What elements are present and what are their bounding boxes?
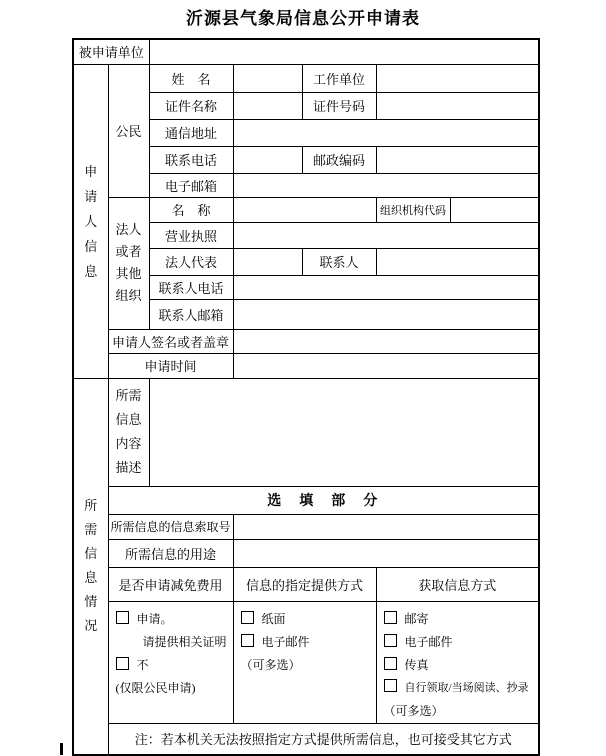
applied-unit-label: 被申请单位 <box>73 39 149 64</box>
apply-time-label: 申请时间 <box>108 353 233 378</box>
retrieval-no-label: 所需信息的信息索取号 <box>108 514 233 539</box>
cert-no-field[interactable] <box>376 92 539 119</box>
checkbox-paper[interactable] <box>241 611 254 624</box>
fee-apply-note: 请提供相关证明 <box>142 634 227 649</box>
contact-label: 联系人 <box>302 248 376 275</box>
provide-multi-note: （可多选） <box>240 657 301 672</box>
contact-field[interactable] <box>376 248 539 275</box>
work-unit-label: 工作单位 <box>302 64 376 92</box>
checkbox-obtain-email[interactable] <box>384 634 397 647</box>
signature-label: 申请人签名或者盖章 <box>108 329 233 353</box>
text-cursor-artifact <box>60 743 63 755</box>
postcode-field[interactable] <box>376 146 539 173</box>
checkbox-provide-email[interactable] <box>241 634 254 647</box>
obtain-option-fax <box>384 654 535 677</box>
cert-name-label: 证件名称 <box>149 92 233 119</box>
applied-unit-field[interactable] <box>149 39 539 64</box>
citizen-group-label: 公民 <box>108 64 149 197</box>
checkbox-mail[interactable] <box>384 611 397 624</box>
usage-label: 所需信息的用途 <box>108 539 233 567</box>
citizen-name-label: 姓 名 <box>149 64 233 92</box>
provide-option-paper <box>241 608 372 631</box>
contact-email-field[interactable] <box>233 299 539 329</box>
org-name-field[interactable] <box>233 197 376 222</box>
provide-options-cell <box>233 601 376 723</box>
provide-column-header: 信息的指定提供方式 <box>233 567 376 601</box>
checkbox-apply[interactable] <box>116 611 129 624</box>
license-field[interactable] <box>233 222 539 248</box>
organization-group-text: 法人或者其他组织 <box>115 222 142 303</box>
contact-email-label: 联系人邮箱 <box>149 299 233 329</box>
obtain-option-self <box>384 677 535 700</box>
info-section-label <box>73 378 108 755</box>
address-label: 通信地址 <box>149 119 233 146</box>
postcode-label: 邮政编码 <box>302 146 376 173</box>
legal-rep-label: 法人代表 <box>149 248 233 275</box>
obtain-multi-note: （可多选） <box>383 703 444 718</box>
retrieval-no-field[interactable] <box>233 514 539 539</box>
checkbox-fax[interactable] <box>384 657 397 670</box>
provide-option-email-label: 电子邮件 <box>261 634 310 649</box>
provide-option-email <box>241 631 372 654</box>
email-label: 电子邮箱 <box>149 173 233 197</box>
info-desc-field[interactable] <box>149 378 539 486</box>
application-form-table <box>72 38 540 756</box>
checkbox-no[interactable] <box>116 657 129 670</box>
obtain-option-email-label: 电子邮件 <box>404 634 453 649</box>
optional-part-header: 选 填 部 分 <box>108 486 539 514</box>
org-name-label: 名 称 <box>149 197 233 222</box>
obtain-option-mail <box>384 608 535 631</box>
usage-field[interactable] <box>233 539 539 567</box>
org-code-label: 组织机构代码 <box>376 197 450 222</box>
obtain-option-mail-label: 邮寄 <box>404 611 429 626</box>
fee-option-no-label: 不 <box>136 657 149 672</box>
info-desc-label <box>108 378 149 486</box>
fee-restriction-note: (仅限公民申请) <box>115 680 196 695</box>
fee-option-no <box>116 654 229 677</box>
provide-option-paper-label: 纸面 <box>261 611 286 626</box>
checkbox-self-pickup[interactable] <box>384 679 397 692</box>
address-field[interactable] <box>233 119 539 146</box>
info-desc-text: 所需信息内容描述 <box>115 388 142 475</box>
org-code-field[interactable] <box>450 197 539 222</box>
email-field[interactable] <box>233 173 539 197</box>
cert-name-field[interactable] <box>233 92 302 119</box>
applicant-section-label <box>73 64 108 378</box>
license-label: 营业执照 <box>149 222 233 248</box>
obtain-option-email <box>384 631 535 654</box>
obtain-option-self-label: 自行领取/当场阅读、抄录 <box>404 681 529 694</box>
phone-field[interactable] <box>233 146 302 173</box>
form-title: 沂源县气象局信息公开申请表 <box>186 9 420 28</box>
obtain-option-fax-label: 传真 <box>404 657 429 672</box>
obtain-column-header: 获取信息方式 <box>376 567 539 601</box>
fee-option-apply-label: 申请。 <box>136 611 173 626</box>
fee-option-apply <box>116 608 229 631</box>
cert-no-label: 证件号码 <box>302 92 376 119</box>
signature-field[interactable] <box>233 329 539 353</box>
contact-phone-label: 联系人电话 <box>149 275 233 299</box>
legal-rep-field[interactable] <box>233 248 302 275</box>
info-section-vertical-text: 所需信息情况 <box>84 498 98 634</box>
obtain-options-cell <box>376 601 539 723</box>
work-unit-field[interactable] <box>376 64 539 92</box>
fee-column-header: 是否申请减免费用 <box>108 567 233 601</box>
fee-options-cell <box>108 601 233 723</box>
organization-group-label <box>108 197 149 329</box>
footer-note: 注：若本机关无法按照指定方式提供所需信息，也可接受其它方式 <box>108 723 539 755</box>
applicant-section-vertical-text: 申请人信息 <box>84 163 98 279</box>
citizen-name-field[interactable] <box>233 64 302 92</box>
apply-time-field[interactable] <box>233 353 539 378</box>
phone-label: 联系电话 <box>149 146 233 173</box>
contact-phone-field[interactable] <box>233 275 539 299</box>
